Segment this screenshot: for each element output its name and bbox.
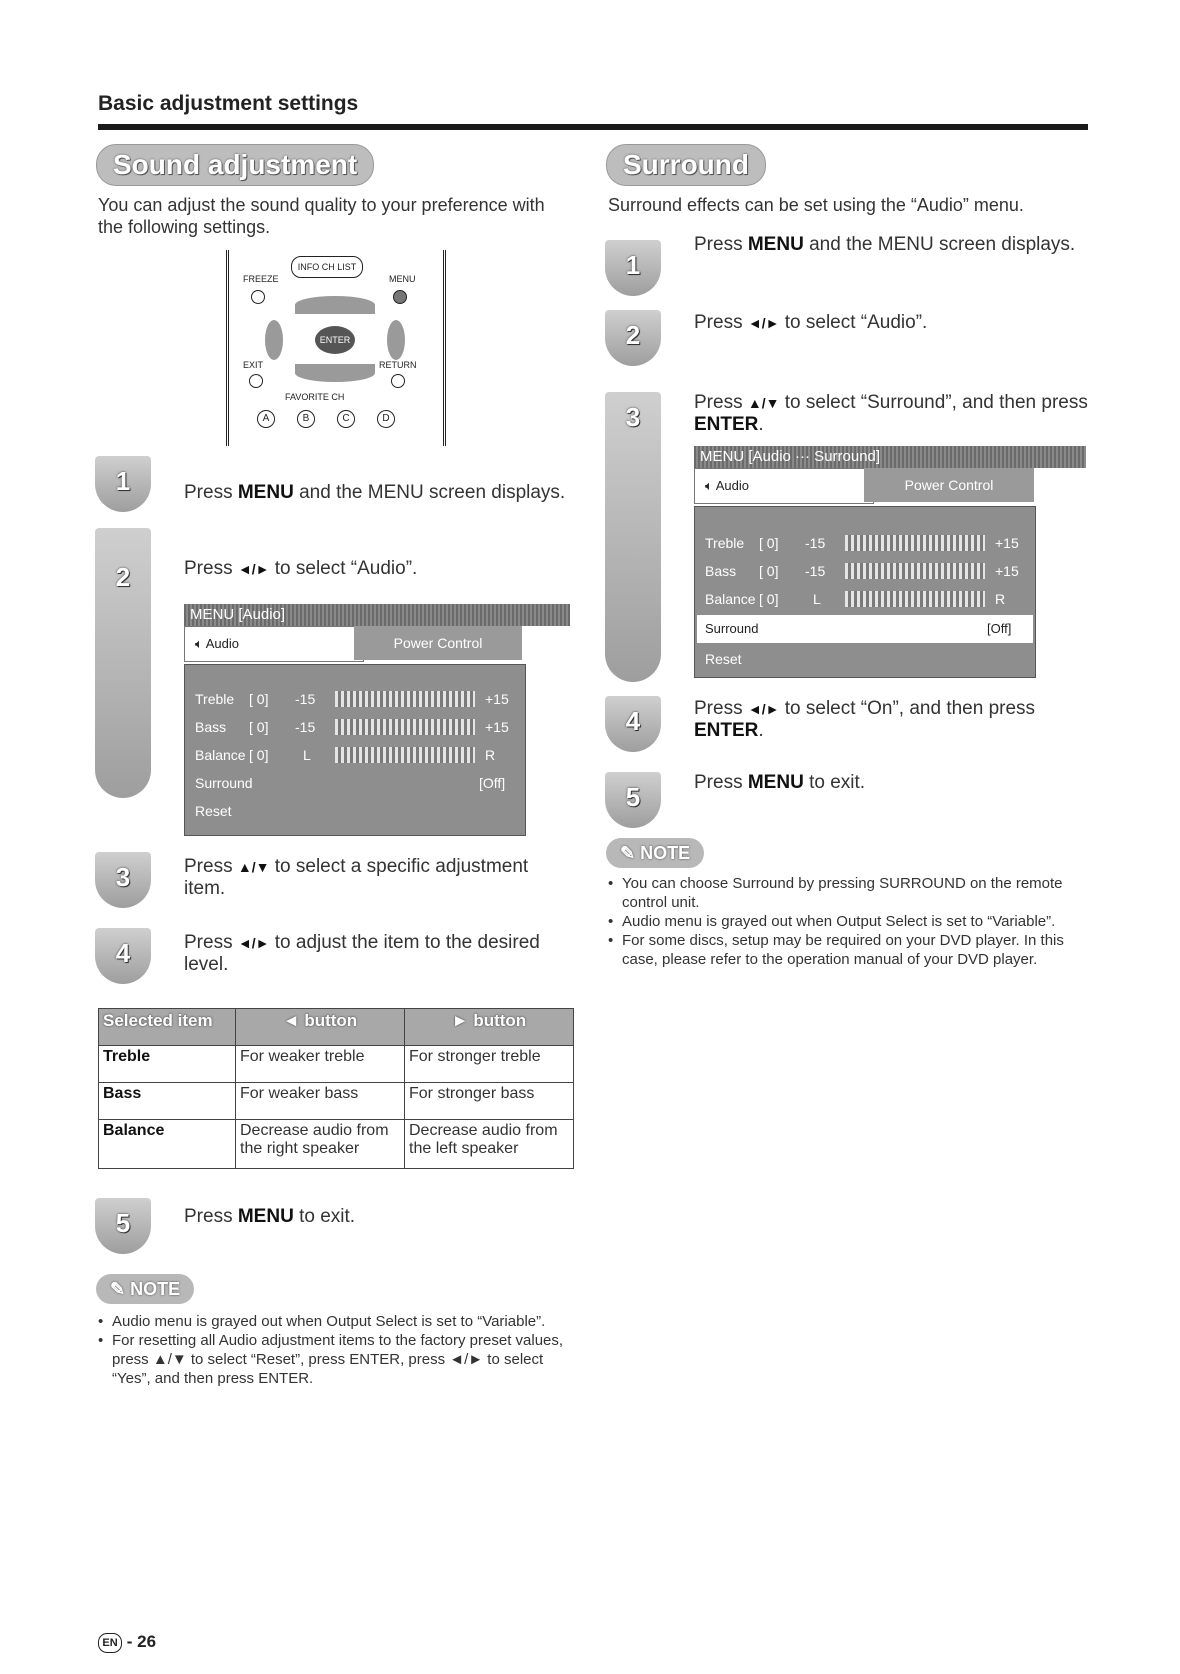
balance-level-bar[interactable]: [335, 747, 475, 763]
step-badge-1: 1: [605, 240, 661, 296]
right-menu-row-balance[interactable]: Balance [ 0] L R: [705, 591, 1006, 607]
treble-level-bar[interactable]: [845, 535, 985, 551]
right-menu-row-treble[interactable]: Treble [ 0] -15 +15: [705, 535, 1019, 551]
speaker-icon: 🔈︎: [705, 478, 713, 493]
table-cell: For stronger treble: [405, 1046, 574, 1083]
freeze-label: FREEZE: [243, 274, 279, 284]
left-menu-row-reset[interactable]: Reset: [195, 803, 232, 819]
table-row: [99, 1120, 574, 1169]
treble-level-bar[interactable]: [335, 691, 475, 707]
return-label: RETURN: [379, 360, 417, 370]
favorite-b-button[interactable]: B: [297, 410, 315, 428]
step-badge-3: 3: [95, 852, 151, 908]
step-badge-5: 5: [95, 1198, 151, 1254]
right-step-5: Press MENU to exit.: [694, 772, 866, 793]
left-menu-row-surround[interactable]: Surround [Off]: [195, 775, 506, 791]
right-step-2: Press ◄/► to select “Audio”.: [694, 312, 928, 333]
info-button[interactable]: INFO CH LIST: [291, 256, 363, 278]
return-button[interactable]: [391, 374, 405, 388]
section-title-sound-adjustment: Sound adjustment: [96, 144, 374, 186]
step-badge-2: 2: [605, 310, 661, 366]
language-badge: EN: [98, 1633, 122, 1653]
favorite-a-button[interactable]: A: [257, 410, 275, 428]
right-note-label: ✎ NOTE: [606, 838, 704, 868]
right-step-3: Press ▲/▼ to select “Surround”, and then press ENTER.: [694, 392, 1088, 435]
table-header-row: [99, 1009, 574, 1046]
left-step-3: Press ▲/▼ to select a specific adjustment item.: [184, 856, 529, 899]
step-badge-2: 2: [95, 528, 151, 798]
page-header-title: Basic adjustment settings: [98, 92, 359, 115]
bass-level-bar[interactable]: [845, 563, 985, 579]
balance-level-bar[interactable]: [845, 591, 985, 607]
left-step-5: Press MENU to exit.: [184, 1206, 356, 1227]
step-badge-1: 1: [95, 456, 151, 512]
bass-level-bar[interactable]: [335, 719, 475, 735]
table-cell: Decrease audio from the right speaker: [236, 1120, 405, 1169]
down-arrow-button[interactable]: [295, 364, 375, 382]
right-step-1: Press MENU and the MENU screen displays.: [694, 234, 1076, 255]
step-badge-4: 4: [95, 928, 151, 984]
menu-button[interactable]: [393, 290, 407, 304]
adjustment-table: [98, 1008, 574, 1169]
table-header-item: Selected item: [99, 1009, 236, 1046]
note-item: • For resetting all Audio adjustment items to the factory preset values, press ▲/▼ to select “Reset”, press ENTER, press ◄/► to select “Yes”, and then press ENTER.: [98, 1331, 578, 1388]
table-cell: For weaker bass: [236, 1083, 405, 1120]
table-header-right-button: ► button: [405, 1009, 574, 1046]
page-number: - 26: [126, 1632, 157, 1651]
step-badge-5: 5: [605, 772, 661, 828]
note-item: • For some discs, setup may be required on your DVD player. In this case, please refer to the operation manual of your DVD player.: [608, 931, 1088, 969]
left-intro: You can adjust the sound quality to your preference with the following settings.: [98, 195, 545, 237]
freeze-button[interactable]: [251, 290, 265, 304]
right-menu-row-reset[interactable]: Reset: [705, 651, 742, 667]
exit-button[interactable]: [249, 374, 263, 388]
up-arrow-button[interactable]: [295, 296, 375, 314]
table-row: [99, 1046, 574, 1083]
right-arrow-button[interactable]: [387, 320, 405, 360]
left-menu-row-balance[interactable]: Balance [ 0] L R: [195, 747, 496, 763]
header-rule: [98, 124, 1088, 130]
right-notes: [608, 874, 1088, 969]
left-note-label: ✎ NOTE: [96, 1274, 194, 1304]
right-menu-panel: [694, 506, 1036, 678]
favorite-ch-label: FAVORITE CH: [285, 392, 345, 402]
table-cell: Decrease audio from the left speaker: [405, 1120, 574, 1169]
section-title-surround: Surround: [606, 144, 766, 186]
menu-label: MENU: [389, 274, 416, 284]
right-menu-row-surround-selected[interactable]: Surround [Off]: [697, 615, 1033, 643]
left-menu-tab-audio[interactable]: 🔈︎ Audio: [184, 626, 364, 662]
left-step-2: Press ◄/► to select “Audio”.: [184, 558, 418, 579]
left-step-4: Press ◄/► to adjust the item to the desired level.: [184, 932, 540, 975]
left-menu-row-treble[interactable]: Treble [ 0] -15 +15: [195, 691, 509, 707]
left-menu-panel: [184, 664, 526, 836]
table-row: [99, 1083, 574, 1120]
right-step-4: Press ◄/► to select “On”, and then press ENTER.: [694, 698, 1036, 741]
step-badge-4: 4: [605, 696, 661, 752]
right-menu-tab-audio[interactable]: 🔈︎ Audio: [694, 468, 874, 504]
speaker-icon: 🔈︎: [195, 636, 203, 651]
pencil-icon: ✎: [620, 843, 636, 863]
right-menu-bar: MENU [Audio ··· Surround]: [694, 446, 1086, 468]
right-intro: Surround effects can be set using the “Audio” menu.: [608, 195, 1024, 215]
exit-label: EXIT: [243, 360, 264, 370]
left-step-1: Press MENU and the MENU screen displays.: [184, 482, 566, 503]
favorite-c-button[interactable]: C: [337, 410, 355, 428]
right-menu-row-bass[interactable]: Bass [ 0] -15 +15: [705, 563, 1019, 579]
right-menu-tab-power[interactable]: Power Control: [864, 468, 1034, 502]
enter-button[interactable]: ENTER: [315, 326, 355, 354]
table-header-left-button: ◄ button: [236, 1009, 405, 1046]
left-menu-row-bass[interactable]: Bass [ 0] -15 +15: [195, 719, 509, 735]
pencil-icon: ✎: [110, 1279, 126, 1299]
note-item: • Audio menu is grayed out when Output Select is set to “Variable”.: [98, 1312, 578, 1331]
left-notes: [98, 1312, 578, 1388]
table-cell: Treble: [99, 1046, 236, 1083]
note-item: • You can choose Surround by pressing SURROUND on the remote control unit.: [608, 874, 1088, 912]
page-footer: [98, 1632, 156, 1653]
table-cell: For stronger bass: [405, 1083, 574, 1120]
table-cell: Bass: [99, 1083, 236, 1120]
table-cell: Balance: [99, 1120, 236, 1169]
left-menu-bar: MENU [Audio]: [184, 604, 570, 626]
left-arrow-button[interactable]: [265, 320, 283, 360]
left-menu-tab-power[interactable]: Power Control: [354, 626, 522, 660]
remote-illustration: [226, 250, 446, 446]
step-badge-3: 3: [605, 392, 661, 682]
table-cell: For weaker treble: [236, 1046, 405, 1083]
favorite-d-button[interactable]: D: [377, 410, 395, 428]
note-item: • Audio menu is grayed out when Output Select is set to “Variable”.: [608, 912, 1088, 931]
